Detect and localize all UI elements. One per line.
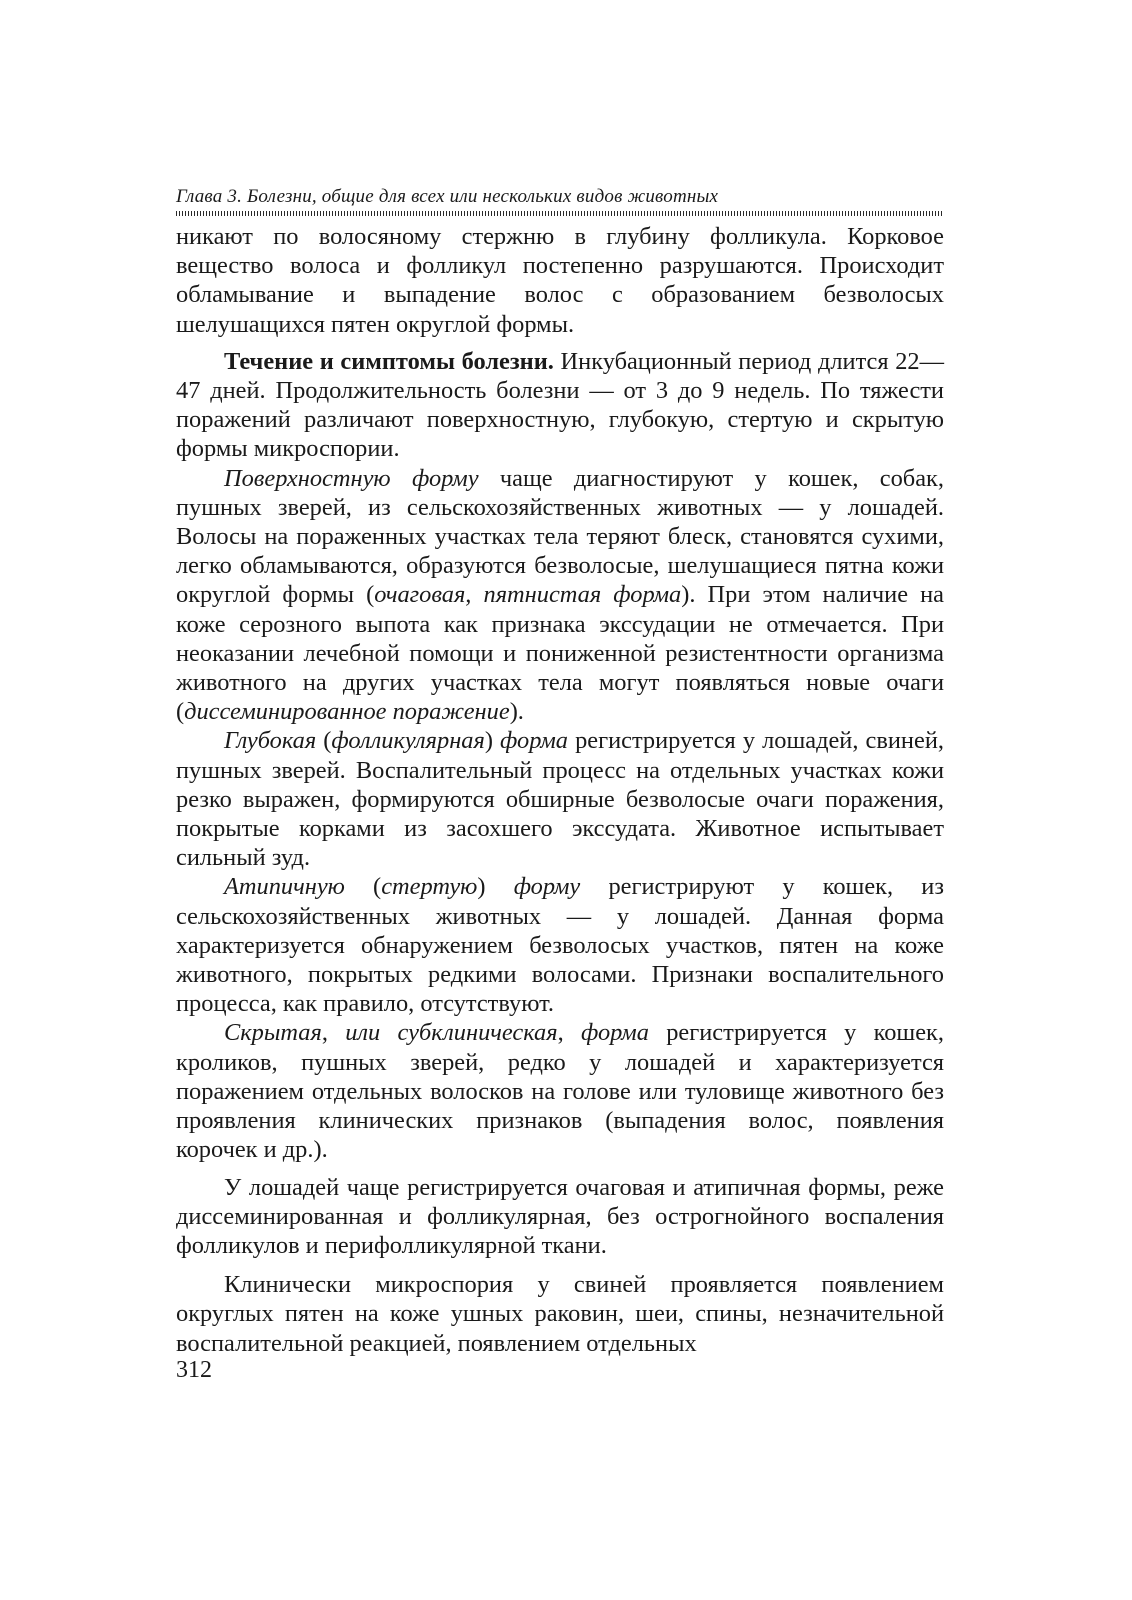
paragraph-text: ( bbox=[344, 873, 382, 901]
paragraph-course-symptoms bbox=[176, 347, 944, 464]
paragraph-continued: никают по волосяному стержню в глубину фолликула. Корковое вещество волоса и фолликул постепенно разрушаются. Происходит обламывание и выпадение волос с образованием безволосых шелушащихся пятен округлой формы. bbox=[176, 223, 944, 338]
header-rule bbox=[176, 211, 944, 216]
paragraph-text: чаще диагностируют у кошек, собак, пушных зверей, из сельскохозяйственных животных — у лошадей. Волосы на пораженных участках тела теряют блеск, становятся сухими, легко обламываются, образуются безволосые, шелушащиеся пятна кожи округлой формы ( bbox=[176, 464, 944, 609]
page-number: 312 bbox=[176, 1357, 212, 1383]
paragraph-text: , bbox=[321, 1019, 346, 1047]
paragraph-text: регистрируется у лошадей, свиней, пушных зверей. Воспалительный процесс на отдельных участках кожи резко выражен, формируются обширные безволосые очаги поражения, покрытые корками из засохшего экссудата. Животное испытывает сильный зуд. bbox=[176, 727, 944, 872]
paragraph-text: ( bbox=[316, 727, 332, 755]
term-italic: Атипичную bbox=[224, 873, 345, 901]
term-italic: форму bbox=[513, 873, 581, 901]
paragraph-text: ). bbox=[509, 698, 524, 726]
paragraph-text: , bbox=[557, 1019, 581, 1047]
paragraph-text: ). При этом наличие на коже серозного выпота как признака экссудации не отмечается. При неоказании лечебной помощи и пониженной резистентности организма животного на других участках тела могут появляться новые очаги ( bbox=[176, 581, 944, 726]
term-italic: стертую bbox=[381, 873, 478, 901]
paragraph-text: Инкубационный период длится 22—47 дней. Продолжительность болезни — от 3 до 9 недель. По тяжести поражений различают поверхностную, глубокую, стертую и скрытую формы микроспории. bbox=[176, 347, 944, 463]
term-italic: Глубокая bbox=[224, 727, 317, 755]
paragraph-horses: У лошадей чаще регистрируется очаговая и атипичная формы, реже диссеминированная и фолликулярная, без острогнойного воспаления фолликулов и перифолликулярной ткани. bbox=[176, 1173, 944, 1259]
term-italic: Скрытая bbox=[224, 1019, 322, 1047]
running-head: Глава 3. Болезни, общие для всех или нескольких видов животных bbox=[176, 186, 719, 207]
term-italic: диссеминированное поражение bbox=[184, 698, 510, 726]
body-text bbox=[176, 222, 944, 1358]
term-italic: Поверхностную форму bbox=[224, 464, 479, 492]
paragraph-superficial-form bbox=[176, 464, 944, 727]
term-italic: очаговая, пятнистая форма bbox=[374, 581, 682, 609]
term-italic: форма bbox=[580, 1019, 649, 1047]
book-page bbox=[176, 186, 944, 1358]
paragraph-text: ) bbox=[484, 727, 501, 755]
paragraph-atypical-form bbox=[176, 872, 944, 1018]
paragraph-text: ) bbox=[477, 873, 514, 901]
paragraph-latent-form bbox=[176, 1018, 944, 1164]
paragraph-text: регистрируют у кошек, из сельскохозяйственных животных — у лошадей. Данная форма характеризуется обнаружением безволосых участков, пятен на коже животного, покрытых редкими волосами. Признаки воспалительного процесса, как правило, отсутствуют. bbox=[176, 873, 944, 1018]
paragraph-deep-form bbox=[176, 726, 944, 872]
term-italic: фолликулярная bbox=[331, 727, 485, 755]
paragraph-pigs: Клинически микроспория у свиней проявляется появлением округлых пятен на коже ушных раковин, шеи, спины, незначительной воспалительной реакцией, появлением отдельных bbox=[176, 1271, 944, 1357]
term-italic: или субклиническая bbox=[345, 1019, 558, 1047]
paragraph-text: регистрируется у кошек, кроликов, пушных зверей, редко у лошадей и характеризуется поражением отдельных волосков на голове или туловище животного без проявления клинических признаков (выпадения волос, появления корочек и др.). bbox=[176, 1019, 944, 1164]
section-heading: Течение и симптомы болезни. bbox=[224, 347, 554, 375]
term-italic: форма bbox=[500, 727, 568, 755]
